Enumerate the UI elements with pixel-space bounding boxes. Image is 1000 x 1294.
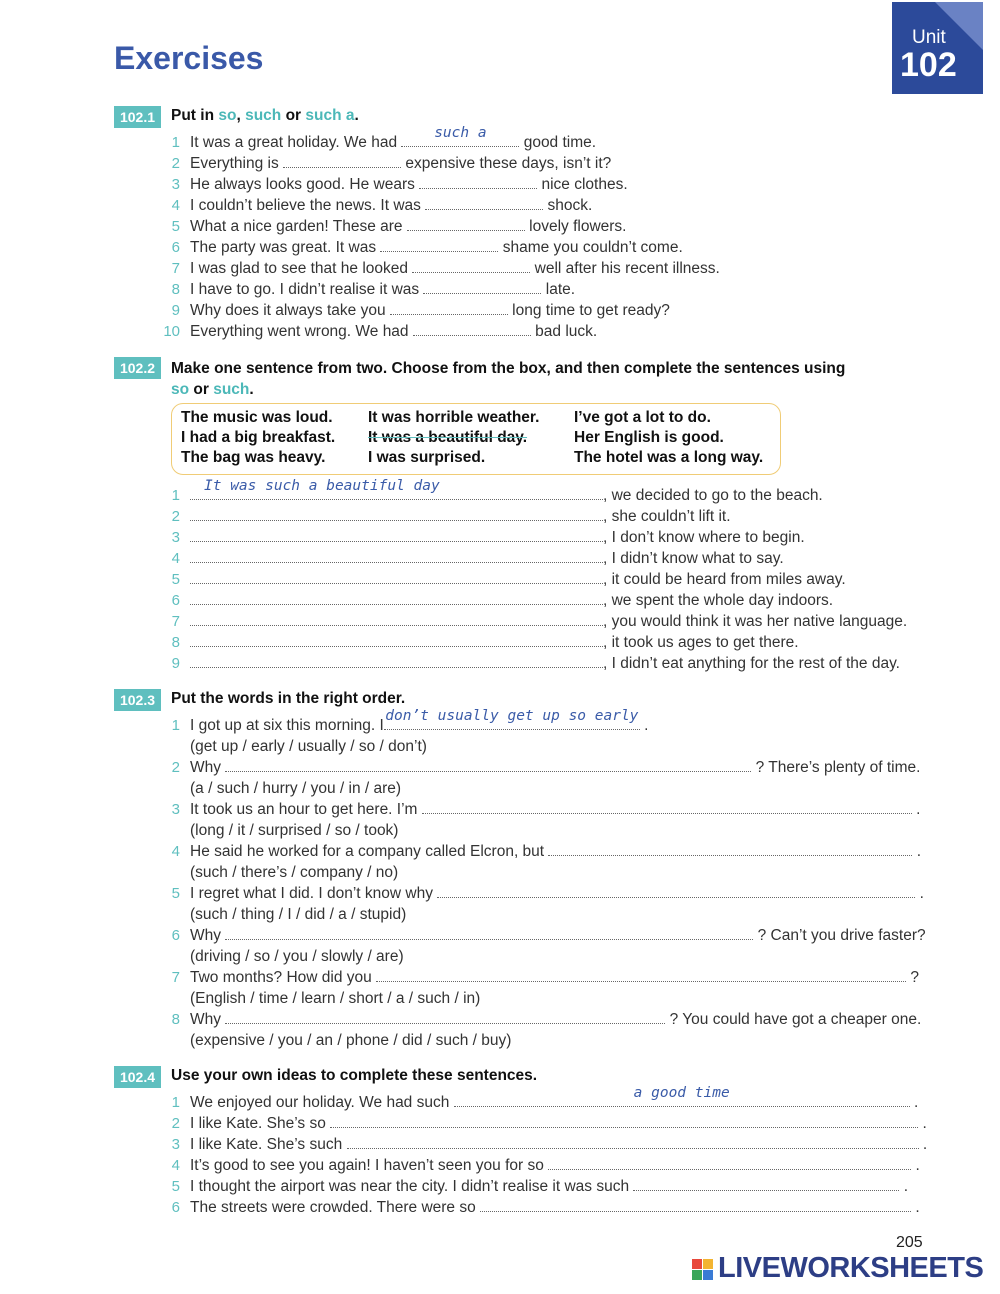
sentence-start: What a nice garden! These are: [190, 218, 407, 235]
exercise-instruction: [171, 358, 845, 400]
item-number: 5: [171, 1178, 180, 1195]
item-number: 1: [171, 487, 180, 504]
item-text: [190, 125, 597, 153]
sentence-start: I like Kate. She’s so: [190, 1115, 331, 1132]
exercise-item: [0, 841, 1000, 862]
instr-text: ,: [236, 107, 246, 124]
exercise-item: [0, 708, 1000, 736]
exercise-item: [0, 478, 1000, 506]
exercise-item: [0, 279, 1000, 300]
sentence-start: It’s good to see you again! I haven’t seen you for so: [190, 1157, 549, 1174]
sentence-end: good time.: [519, 134, 597, 151]
answer-blank[interactable]: [480, 1197, 911, 1212]
exercise-instruction: Use your own ideas to complete these sentences.: [171, 1067, 538, 1084]
answer-blank[interactable]: [190, 569, 603, 584]
exercise-item: [0, 216, 1000, 237]
box-sentence-used: It was a beautiful day.: [368, 429, 528, 446]
item-number: 3: [171, 801, 180, 818]
item-number: 6: [171, 927, 180, 944]
item-text: [190, 237, 683, 258]
sentence-end: ? You could have got a cheaper one.: [665, 1011, 922, 1028]
instr-keyword: so: [171, 381, 190, 398]
sentence-start: Everything is: [190, 155, 284, 172]
sentence-start: I like Kate. She’s such: [190, 1136, 347, 1153]
exercise-item: [0, 799, 1000, 820]
exercise-item: [0, 548, 1000, 569]
answer-blank[interactable]: [190, 590, 603, 605]
word-hint: (long / it / surprised / so / took): [190, 822, 399, 839]
answer-blank[interactable]: [225, 757, 751, 772]
box-sentence: The bag was heavy.: [181, 449, 326, 466]
answer-blank[interactable]: [283, 153, 401, 168]
item-number: 1: [171, 134, 180, 151]
item-number: 5: [171, 218, 180, 235]
item-text: [190, 757, 920, 778]
item-number: 8: [171, 634, 180, 651]
sentence-end: .: [639, 717, 649, 734]
sentence-start: The party was great. It was: [190, 239, 381, 256]
answer-blank[interactable]: [413, 321, 531, 336]
sentence-end: .: [915, 885, 924, 902]
item-number: 2: [171, 155, 180, 172]
sentence-end: .: [911, 1157, 920, 1174]
item-text: [190, 548, 784, 569]
answer-blank[interactable]: [390, 300, 508, 315]
item-text: [190, 153, 611, 174]
item-number: 6: [171, 592, 180, 609]
exercise-item: [0, 883, 1000, 904]
item-number: 5: [171, 885, 180, 902]
instr-keyword: such: [213, 381, 250, 398]
word-hint: (a / such / hurry / you / in / are): [190, 780, 402, 797]
sentence-end: .: [911, 801, 921, 818]
item-number: 7: [171, 969, 180, 986]
item-text: [190, 478, 823, 506]
answer-blank[interactable]: [454, 1085, 910, 1107]
word-hint: (driving / so / you / slowly / are): [190, 948, 404, 965]
sentence-end: late.: [541, 281, 576, 298]
exercise-item: [0, 321, 1000, 342]
instr-text: Put in: [171, 107, 219, 124]
box-sentence: I had a big breakfast.: [181, 429, 336, 446]
answer-blank[interactable]: [384, 708, 640, 730]
item-number: 9: [171, 302, 180, 319]
sentence-end: .: [911, 1199, 920, 1216]
item-number: 2: [171, 759, 180, 776]
item-text: [190, 708, 649, 736]
answer-blank[interactable]: [190, 527, 603, 542]
answer-blank[interactable]: [425, 195, 543, 210]
answer-blank[interactable]: [190, 506, 603, 521]
sentence-end: expensive these days, isn’t it?: [401, 155, 612, 172]
item-number: 9: [171, 655, 180, 672]
sentence-end: .: [909, 1094, 919, 1111]
sentence-start: Why: [190, 759, 226, 776]
exercise-item: [0, 125, 1000, 153]
item-number: 10: [163, 323, 180, 340]
word-hint: (English / time / learn / short / a / such / in): [190, 990, 481, 1007]
exercise-item: [0, 611, 1000, 632]
sentence-start: I regret what I did. I don’t know why: [190, 885, 438, 902]
sentence-start: He said he worked for a company called Elcron, but: [190, 843, 549, 860]
answer-blank[interactable]: [190, 632, 603, 647]
exercise-item: [0, 1134, 1000, 1155]
sentence-start: Why does it always take you: [190, 302, 390, 319]
item-number: 2: [171, 508, 180, 525]
answer-blank[interactable]: [548, 841, 912, 856]
answer-blank[interactable]: [190, 653, 603, 668]
box-sentence: It was horrible weather.: [368, 409, 540, 426]
unit-label: Unit: [912, 27, 946, 48]
item-text: [190, 653, 900, 674]
answer-blank[interactable]: [190, 478, 603, 500]
item-text: [190, 632, 799, 653]
item-number: 4: [171, 550, 180, 567]
handwritten-answer: don’t usually get up so early: [385, 708, 639, 724]
sentence-start: I got up at six this morning. I: [190, 717, 384, 734]
unit-badge: [892, 2, 983, 94]
instr-keyword: such a: [305, 107, 355, 124]
item-text: [190, 258, 720, 279]
answer-blank[interactable]: [190, 548, 603, 563]
item-text: [190, 967, 919, 988]
exercise-item: [0, 300, 1000, 321]
box-sentence: I’ve got a lot to do.: [574, 409, 711, 426]
sentence-start: Two months? How did you: [190, 969, 377, 986]
sentence-end: .: [918, 1115, 927, 1132]
item-number: 7: [171, 260, 180, 277]
sentence-end: ? There’s plenty of time.: [751, 759, 921, 776]
sentence-end: , we spent the whole day indoors.: [603, 592, 834, 609]
page-title: Exercises: [114, 40, 264, 76]
answer-blank[interactable]: [422, 799, 912, 814]
item-text: [190, 799, 920, 820]
sentence-start: Everything went wrong. We had: [190, 323, 413, 340]
sentence-end: , she couldn’t lift it.: [603, 508, 731, 525]
sentence-start: It was a great holiday. We had: [190, 134, 402, 151]
item-number: 3: [171, 529, 180, 546]
item-number: 7: [171, 613, 180, 630]
exercise-item: [0, 195, 1000, 216]
instr-keyword: such: [245, 107, 282, 124]
sentence-start: I was glad to see that he looked: [190, 260, 413, 277]
answer-blank[interactable]: [407, 216, 525, 231]
word-hint: (such / thing / I / did / a / stupid): [190, 906, 407, 923]
item-text: [190, 590, 833, 611]
answer-blank[interactable]: [380, 237, 498, 252]
sentence-end: , it could be heard from miles away.: [603, 571, 846, 588]
exercise-item: [0, 258, 1000, 279]
answer-blank[interactable]: [548, 1155, 911, 1170]
item-number: 2: [171, 1115, 180, 1132]
exercise-item: [0, 1197, 1000, 1218]
exercise-item: [0, 153, 1000, 174]
item-text: [190, 1085, 919, 1113]
item-number: 1: [171, 717, 180, 734]
item-text: [190, 883, 924, 904]
item-text: [190, 279, 575, 300]
word-hint: (such / there’s / company / no): [190, 864, 399, 881]
sentence-end: , it took us ages to get there.: [603, 634, 799, 651]
exercise-badge: 102.3: [114, 689, 161, 711]
box-sentence: The music was loud.: [181, 409, 333, 426]
item-text: [190, 321, 597, 342]
exercise-item: [0, 653, 1000, 674]
item-text: [190, 300, 670, 321]
sentence-start: I have to go. I didn’t realise it was: [190, 281, 424, 298]
sentence-end: , I don’t know where to begin.: [603, 529, 805, 546]
sentence-end: , you would think it was her native language.: [603, 613, 908, 630]
exercise-badge: 102.4: [114, 1066, 161, 1088]
item-number: 5: [171, 571, 180, 588]
sentence-end: shame you couldn’t come.: [498, 239, 683, 256]
item-text: [190, 569, 846, 590]
sentence-end: well after his recent illness.: [530, 260, 720, 277]
item-number: 4: [171, 197, 180, 214]
sentence-end: .: [918, 1136, 928, 1153]
exercise-badge: 102.1: [114, 106, 161, 128]
exercise-item: [0, 174, 1000, 195]
item-text: [190, 1134, 927, 1155]
sentence-start: We enjoyed our holiday. We had such: [190, 1094, 454, 1111]
word-hint: (expensive / you / an / phone / did / such / buy): [190, 1032, 512, 1049]
brand-name: LIVEWORKSHEETS: [718, 1252, 984, 1284]
exercise-item: [0, 1009, 1000, 1030]
instr-text: or: [281, 107, 306, 124]
sentence-end: ? Can’t you drive faster?: [753, 927, 926, 944]
exercise-instruction: [171, 107, 359, 125]
answer-blank[interactable]: [423, 279, 541, 294]
exercise-item: [0, 1113, 1000, 1134]
exercise-instruction: Put the words in the right order.: [171, 690, 406, 707]
item-number: 1: [171, 1094, 180, 1111]
sentence-start: Why: [190, 927, 226, 944]
item-number: 8: [171, 1011, 180, 1028]
item-text: [190, 841, 921, 862]
answer-blank[interactable]: [225, 1009, 665, 1024]
answer-blank[interactable]: [412, 258, 530, 273]
box-sentence: Her English is good.: [574, 429, 724, 446]
item-number: 4: [171, 843, 180, 860]
sentence-end: shock.: [543, 197, 593, 214]
sentence-start: It took us an hour to get here. I’m: [190, 801, 422, 818]
item-text: [190, 195, 592, 216]
exercise-item: [0, 569, 1000, 590]
sentence-end: , we decided to go to the beach.: [603, 487, 823, 504]
item-text: [190, 1009, 921, 1030]
exercise-item: [0, 590, 1000, 611]
answer-blank[interactable]: [225, 925, 753, 940]
exercise-item: [0, 967, 1000, 988]
instr-text: .: [354, 107, 359, 124]
sentence-end: bad luck.: [530, 323, 598, 340]
sentence-start: Why: [190, 1011, 226, 1028]
item-number: 3: [171, 1136, 180, 1153]
item-text: [190, 1176, 908, 1197]
sentence-start: He always looks good. He wears: [190, 176, 420, 193]
item-text: [190, 174, 628, 195]
sentence-end: , I didn’t eat anything for the rest of the day.: [603, 655, 900, 672]
answer-blank[interactable]: [347, 1134, 919, 1149]
sentence-start: I thought the airport was near the city. I didn’t realise it was such: [190, 1178, 634, 1195]
exercise-item: [0, 757, 1000, 778]
exercise-item: [0, 1085, 1000, 1113]
item-number: 4: [171, 1157, 180, 1174]
item-number: 6: [171, 1199, 180, 1216]
instr-keyword: so: [218, 107, 237, 124]
sentence-end: nice clothes.: [537, 176, 628, 193]
exercise-badge: 102.2: [114, 357, 161, 379]
item-number: 8: [171, 281, 180, 298]
answer-blank[interactable]: [419, 174, 537, 189]
answer-blank[interactable]: [376, 967, 906, 982]
item-number: 6: [171, 239, 180, 256]
answer-blank[interactable]: [401, 125, 519, 147]
item-text: [190, 506, 731, 527]
item-text: [190, 216, 627, 237]
exercise-item: [0, 1176, 1000, 1197]
sentence-end: .: [899, 1178, 909, 1195]
handwritten-answer: such a: [434, 125, 487, 141]
sentence-end: lovely flowers.: [524, 218, 627, 235]
sentence-end: long time to get ready?: [507, 302, 670, 319]
exercise-item: [0, 506, 1000, 527]
sentence-start: The streets were crowded. There were so: [190, 1199, 481, 1216]
item-text: [190, 925, 926, 946]
exercise-item: [0, 925, 1000, 946]
instr-text: .: [249, 381, 254, 398]
item-number: 3: [171, 176, 180, 193]
exercise-item: [0, 237, 1000, 258]
sentence-end: ?: [906, 969, 920, 986]
sentence-end: , I didn’t know what to say.: [603, 550, 784, 567]
box-sentence: The hotel was a long way.: [574, 449, 764, 466]
exercise-item: [0, 632, 1000, 653]
item-text: [190, 1155, 920, 1176]
item-text: [190, 1113, 927, 1134]
sentence-box: [171, 403, 781, 475]
handwritten-answer: It was such a beautiful day: [204, 478, 440, 494]
item-text: [190, 527, 805, 548]
instr-text: Make one sentence from two. Choose from the box, and then complete the sentences using: [171, 360, 846, 377]
unit-number: 102: [900, 46, 957, 84]
logo-cube-icon: [692, 1259, 714, 1281]
word-hint: (get up / early / usually / so / don’t): [190, 738, 427, 755]
sentence-end: .: [912, 843, 922, 860]
exercise-item: [0, 1155, 1000, 1176]
answer-blank[interactable]: [330, 1113, 918, 1128]
handwritten-answer: a good time: [633, 1085, 730, 1101]
item-text: [190, 611, 907, 632]
box-sentence: I was surprised.: [368, 449, 486, 466]
instr-text: or: [189, 381, 214, 398]
answer-blank[interactable]: [633, 1176, 899, 1191]
item-text: [190, 1197, 920, 1218]
answer-blank[interactable]: [437, 883, 915, 898]
sentence-start: I couldn’t believe the news. It was: [190, 197, 426, 214]
exercise-item: [0, 527, 1000, 548]
answer-blank[interactable]: [190, 611, 603, 626]
page-number: 205: [896, 1234, 923, 1251]
